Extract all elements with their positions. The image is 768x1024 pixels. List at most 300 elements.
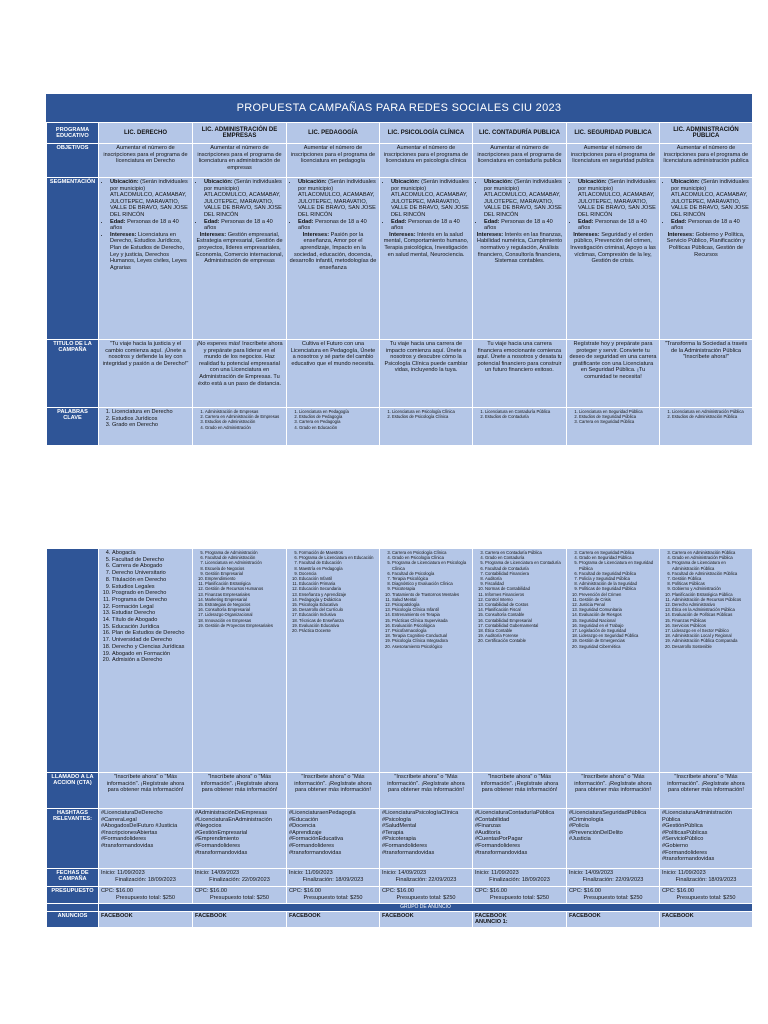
palabra-item: 4. Grado en Educación [299, 425, 377, 430]
header-seguridad: LIC. SEGURIDAD PUBLICA [567, 123, 660, 144]
edad-label: Edad: [484, 218, 500, 225]
palabra-item: 17. Legislación de Seguridad [579, 628, 657, 633]
palabra-item: 6. Facultad de Seguridad Pública [579, 571, 657, 576]
palabra-item: 13. Seguridad Comunitaria [579, 607, 657, 612]
objetivo-cell: Aumentar el número de inscripciones para el programa de licenciatura en seguridad publica [567, 144, 660, 178]
hashtag: #Criminología [569, 816, 604, 823]
presupuesto-cpc: CPC: $16.00 [195, 888, 228, 894]
palabra-item: 10. Prevención del Crimen [579, 592, 657, 597]
palabra-item: 14. Entrenamiento en Terapia [392, 612, 470, 617]
palabra-item: 17. Liderazgo Organizacional [205, 612, 284, 617]
palabras-cell [380, 408, 473, 446]
ubicacion-text: (Serán individuales por municipio) ATLACOMULCO, ACAMABAY, JULOTEPEC, MARAVATIO, VALLE DE BRAVO, SAN JOSE DEL RINCÓN [298, 179, 376, 218]
palabra-item: 12. Control Interno [485, 597, 564, 602]
palabra-item: 16. Servicios Públicos [672, 623, 750, 628]
palabra-item: 8. Auditoría [485, 576, 564, 581]
hashtags-cell [473, 809, 567, 869]
hashtags-label: HASHTAGS RELEVANTES: [47, 809, 99, 869]
campaign-table-top [46, 94, 752, 446]
titulo-cell: Cultiva el Futuro con una Licenciatura en Pedagogía, Únete a nosotros y sé parte del cambio educativo que el mundo necesita. [287, 340, 380, 408]
hashtag: #LicenciaturaAdministración Pública [662, 810, 732, 823]
palabra-item: 16. Plan de Estudios de Derecho [112, 630, 190, 637]
palabras-cell [193, 408, 287, 446]
palabras-cell-continued [567, 549, 660, 773]
hashtag: #transformandovidas [662, 856, 715, 863]
fechas-cell [287, 869, 380, 887]
palabras-label-continued [47, 549, 99, 773]
intereses-text: Gobierno y Política, Servicio Público, Planificación y Políticas Públicas, Gestión de Recursos [666, 231, 746, 258]
presupuesto-cell [567, 887, 660, 904]
palabra-item: 18. Ética Contable [485, 628, 564, 633]
palabra-item: 13. Contabilidad de Costos [485, 602, 564, 607]
anuncio-platform: FACEBOOK [289, 913, 321, 919]
presupuesto-cpc: CPC: $16.00 [569, 888, 602, 894]
intereses-block [195, 232, 284, 265]
palabra-item: 11. Educación Primaria [299, 581, 377, 586]
hashtag: #LicenciaturaContaduríaPública [475, 810, 555, 816]
edad-text: Personas de 18 a 40 años [671, 218, 740, 232]
objetivo-cell: Aumentar el número de inscripciones para el programa de licenciatura en pedagogía [287, 144, 380, 178]
palabra-item: 14. Título de Abogado [112, 617, 190, 624]
palabra-item: 6. Carrera de Abogado [112, 563, 190, 570]
ubicacion-item [391, 179, 470, 219]
palabras-list-continued [662, 550, 750, 649]
presupuesto-cpc: CPC: $16.00 [101, 888, 134, 894]
hashtags-cell [660, 809, 753, 869]
header-contaduria: LIC. CONTADURÍA PUBLICA [473, 123, 567, 144]
palabra-item: 6. Facultad de Contaduría [485, 566, 564, 571]
fechas-row [47, 869, 753, 887]
anuncio-cell [287, 912, 380, 928]
ubicacion-label: Ubicación: [204, 179, 233, 185]
palabras-list [662, 409, 750, 419]
intereses-label: Intereses: [302, 231, 330, 238]
palabra-item: 14. Evaluación de Riesgos [579, 612, 657, 617]
palabras-top-row [47, 408, 753, 446]
palabra-item: 8. Titulación en Derecho [112, 577, 190, 584]
palabra-item: 2. Estudios de Seguridad Pública [579, 414, 657, 419]
campaign-table-continued [46, 548, 753, 928]
palabra-item: 20. Certificación Contable [485, 638, 564, 643]
palabra-item: 9. Estudios Legales [112, 584, 190, 591]
anuncio-platform: FACEBOOK [195, 913, 227, 919]
palabra-item: 3. Carrera en Administración Pública [672, 550, 750, 555]
palabras-list [101, 409, 190, 429]
palabra-item: 5. Programa de Licenciatura en Contaduría [485, 560, 564, 565]
palabra-item: 15. Consultoría Contable [485, 612, 564, 617]
palabras-cell [473, 408, 567, 446]
palabra-item: 10. Normas de Contabilidad [485, 586, 564, 591]
fechas-cell [380, 869, 473, 887]
palabras-cell-continued [287, 549, 380, 773]
palabra-item: 9. Psicoterapia [392, 586, 470, 591]
hashtag: #CuentasPorPagar [475, 836, 523, 843]
palabra-item: 7. Licenciatura en Administración [205, 560, 284, 565]
palabra-item: 8. Políticas Públicas [672, 581, 750, 586]
palabra-item: 9. Fiscalidad [485, 581, 564, 586]
header-psicologia: LIC. PSICOLOGÍA CLÍNICA [380, 123, 473, 144]
edad-label: Edad: [391, 218, 407, 225]
palabra-item: 7. Policía y Seguridad Pública [579, 576, 657, 581]
segmentacion-cell [99, 178, 193, 340]
palabra-item: 3. Estudios de Administración [205, 419, 284, 424]
segmentacion-list [101, 179, 190, 271]
fecha-fin: Finalización: 18/09/2023 [115, 876, 176, 883]
palabra-item: 20. Práctica Docente [299, 628, 377, 633]
titulo-cell: Tu viaje hacia una carrera financiera emocionante comienza aquí. Únete a nosotros y desata tu potencial financiero para construir un futuro financiero exitoso. [473, 340, 567, 408]
palabra-item: 3. Carrera en Seguridad Pública [579, 419, 657, 424]
palabras-list [475, 409, 564, 419]
palabras-cell-continued [380, 549, 473, 773]
presupuesto-total: Presupuesto total: $250 [676, 894, 736, 901]
edad-text: Personas de 18 a 40 años [578, 218, 647, 232]
edad-item [578, 219, 657, 232]
segmentacion-label: SEGMENTACIÓN [47, 178, 99, 340]
palabra-item: 13. Ética en la Administración Pública [672, 607, 750, 612]
palabra-item: 9. Gestión Empresarial [205, 571, 284, 576]
palabra-item: 1. Licenciatura en Administración Pública [672, 409, 750, 414]
campaign-table-bottom [46, 548, 752, 928]
palabras-cell [287, 408, 380, 446]
fecha-fin: Finalización: 22/09/2023 [395, 876, 457, 883]
palabra-item: 14. Planificación Fiscal [485, 607, 564, 612]
presupuesto-total: Presupuesto total: $250 [583, 894, 643, 901]
palabra-item: 1. Licenciatura en Seguridad Pública [579, 409, 657, 414]
palabra-item: 5. Programa de Licenciatura en Administración Pública [672, 560, 750, 570]
presupuesto-total: Presupuesto total: $250 [209, 894, 270, 901]
hashtag: #FormaciónEducativa [289, 836, 344, 843]
palabra-item: 17. Educación Inclusiva [299, 612, 377, 617]
hashtag: #PrevenciónDelDelito [569, 829, 623, 836]
titulo-cell: "Transforma la Sociedad a través de la Administración Pública "Inscríbete ahora!" [660, 340, 753, 408]
palabra-item: 16. Consultoría Empresarial [205, 607, 284, 612]
segmentacion-row [47, 178, 753, 340]
edad-item [298, 219, 377, 232]
hashtag: #PolíticasPúblicas [662, 829, 708, 836]
palabras-list [569, 409, 657, 425]
hashtag: #LicenciaturaPsicologíaClínica [382, 810, 459, 816]
cta-cell: "Inscríbete ahora" o "Más información". ¡Regístrate ahora para obtener más información! [567, 773, 660, 809]
ubicacion-item [298, 179, 377, 219]
palabras-list-continued [289, 550, 377, 633]
anuncio-platform: FACEBOOK [382, 913, 414, 919]
presupuesto-cell [99, 887, 193, 904]
intereses-text: Interés en las finanzas, Habilidad numérica, Cumplimiento normativo y regulación, Análisis financiero, Consultoría financiera, Sistemas contables. [476, 231, 563, 265]
fecha-fin: Finalización: 18/09/2023 [489, 876, 550, 883]
palabra-item: 13. Finanzas Empresariales [205, 592, 284, 597]
fecha-fin: Finalización: 18/09/2023 [302, 876, 364, 883]
palabra-item: 9. Docencia [299, 571, 377, 576]
palabra-item: 6. Facultad de Administración [205, 555, 284, 560]
palabra-item: 18. Innovación en Empresas [205, 618, 284, 623]
ubicacion-text: (Serán individuales por municipio) ATLACOMULCO, ACAMABAY, JULOTEPEC, MARAVATIO, VALLE DE BRAVO, SAN JOSE DEL RINCÓN [391, 179, 469, 218]
anuncio-platform: FACEBOOK [475, 913, 507, 919]
fecha-inicio: Inicio: 14/09/2023 [569, 870, 614, 876]
ubicacion-item [204, 179, 284, 219]
presupuesto-total: Presupuesto total: $250 [396, 894, 456, 901]
segmentacion-list [569, 179, 657, 232]
palabra-item: 6. Facultad de Administración Pública [672, 571, 750, 576]
palabras-list [195, 409, 284, 430]
palabras-list-continued [382, 550, 470, 649]
palabra-item: 9. Gobierno y Administración [672, 586, 750, 591]
hashtag: #Auditoría [475, 829, 501, 836]
hashtag: #AdministraciónDeEmpresas [195, 810, 268, 816]
hashtag: #transformandovidas [475, 849, 528, 856]
palabra-item: 20. Seguridad Cibernética [579, 644, 657, 649]
edad-label: Edad: [298, 218, 314, 225]
grupo-anuncio-row [47, 904, 753, 912]
intereses-label: Intereses: [667, 231, 695, 238]
presupuesto-total: Presupuesto total: $250 [489, 894, 550, 901]
presupuesto-cpc: CPC: $16.00 [475, 888, 508, 894]
palabra-item: 16. Desarrollo del Currículo [299, 607, 377, 612]
palabra-item: 4. Grado en Contaduría [485, 555, 564, 560]
fecha-inicio: Inicio: 14/09/2023 [195, 870, 240, 876]
ubicacion-item [484, 179, 564, 219]
ubicacion-text: (Serán individuales por municipio) ATLACOMULCO, ACAMABAY, JULOTEPEC, MARAVATIO, VALLE DE BRAVO, SAN JOSE DEL RINCÓN [110, 179, 188, 218]
presupuesto-cell [380, 887, 473, 904]
palabra-item: 11. Salud Mental [392, 597, 470, 602]
segmentacion-cell [567, 178, 660, 340]
palabra-item: 4. Abogacía [112, 550, 190, 557]
anuncio-cell [567, 912, 660, 928]
palabra-item: 5. Programa de Licenciatura en Psicología Clínica [392, 560, 470, 570]
segmentacion-cell [473, 178, 567, 340]
palabra-item: 8. Administración de la Seguridad [579, 581, 657, 586]
ubicacion-label: Ubicación: [671, 179, 700, 185]
palabra-item: 8. Diagnóstico y Evaluación Clínica [392, 581, 470, 586]
edad-label: Edad: [204, 218, 220, 225]
palabras-cell [567, 408, 660, 446]
hashtag: #transformandovidas [382, 849, 435, 856]
hashtags-cell [193, 809, 287, 869]
titulo-cell: Tu viaje hacia una carrera de impacto comienza aquí. Únete a nosotros y descubre cómo la Psicología Clínica puede cambiar vidas, incluyendo la tuya. [380, 340, 473, 408]
cta-row [47, 773, 753, 809]
header-row [47, 123, 753, 144]
palabra-item: 2. Estudios de Contaduría [485, 414, 564, 419]
fecha-inicio: Inicio: 11/09/2023 [101, 870, 145, 876]
palabras-list [289, 409, 377, 430]
intereses-text: Pasión por la enseñanza, Amor por el aprendizaje, Impacto en la sociedad, educación, docencia, desarrollo infantil, metodologías de enseñanza [289, 231, 377, 271]
palabra-item: 20. Admisión a Derecho [112, 657, 190, 664]
palabra-item: 11. Planificación Estratégica [205, 581, 284, 586]
palabra-item: 10. Posgrado en Derecho [112, 590, 190, 597]
anuncio-extra: ANUNCIO 1: [475, 919, 508, 925]
cta-cell: "Inscríbete ahora" o "Más información". ¡Regístrate ahora para obtener más información! [287, 773, 380, 809]
hashtag: #Formandolideres [289, 842, 335, 849]
palabra-item: 10. Emprendimiento [205, 576, 284, 581]
palabras-cell-continued [99, 549, 193, 773]
palabra-item: 18. Liderazgo en Seguridad Pública [579, 633, 657, 638]
presupuesto-cell [473, 887, 567, 904]
palabra-item: 7. Gestión Pública [672, 576, 750, 581]
palabra-item: 15. Educación Jurídica [112, 624, 190, 631]
hashtag: #Educación [289, 816, 319, 823]
palabra-item: 5. Programa de Licenciatura en Seguridad Pública [579, 560, 657, 570]
segmentacion-cell [660, 178, 753, 340]
ubicacion-text: (Serán individuales por municipio) ATLACOMULCO, ACAMABAY, JULOTEPEC, MARAVATIO, VALLE DE BRAVO, SAN JOSE DEL RINCÓN [671, 179, 749, 218]
palabra-item: 19. Gestión de Proyectos Empresariales [205, 623, 284, 628]
fecha-fin: Finalización: 18/09/2023 [675, 876, 737, 883]
hashtag: #Formandolideres [195, 842, 241, 849]
segmentacion-cell [380, 178, 473, 340]
hashtags-cell [99, 809, 193, 869]
cta-label: LLAMADO A LA ACCION (CTA) [47, 773, 99, 809]
fechas-cell [567, 869, 660, 887]
grupo-anuncio-header: GRUPO DE ANUNCIO [99, 904, 753, 912]
palabras-list-continued [195, 550, 284, 628]
hashtag: #Formandolideres [662, 849, 708, 856]
ubicacion-label: Ubicación: [391, 179, 420, 185]
hashtag: #Terapia [382, 829, 404, 836]
hashtag: #Formandolideres [475, 842, 521, 849]
palabra-item: 13. Estudiar Derecho [112, 610, 190, 617]
intereses-block [475, 232, 564, 265]
palabra-item: 14. Marketing Empresarial [205, 597, 284, 602]
titulo-row [47, 340, 753, 408]
anuncios-row [47, 912, 753, 928]
fechas-cell [473, 869, 567, 887]
palabra-item: 19. Auditoría Forense [485, 633, 564, 638]
palabra-item: 7. Terapia Psicológica [392, 576, 470, 581]
palabra-item: 7. Facultad de Educación [299, 560, 377, 565]
hashtags-row [47, 809, 753, 869]
palabra-item: 3. Carrera en Psicología Clínica [392, 550, 470, 555]
segmentacion-list [475, 179, 564, 232]
intereses-block [289, 232, 377, 272]
anuncios-label: ANUNCIOS [47, 912, 99, 928]
hashtag: #LicenciaturaSeguridadPública [569, 810, 647, 816]
palabra-item: 2. Estudios de Psicología Clínica [392, 414, 470, 419]
cta-cell: "Inscríbete ahora" o "Más información". ¡Regístrate ahora para obtener más información! [473, 773, 567, 809]
palabras-list-continued [475, 550, 564, 644]
palabra-item: 17. Universidad de Derecho [112, 637, 190, 644]
palabra-item: 12. Justicia Penal [579, 602, 657, 607]
hashtag: #Contabilidad [475, 816, 510, 823]
palabra-item: 18. Técnicas de Enseñanza [299, 618, 377, 623]
palabra-item: 19. Administración Pública Comparada [672, 638, 750, 643]
palabra-item: 19. Gestión de Emergencias [579, 638, 657, 643]
edad-text: Personas de 18 a 40 años [391, 218, 460, 232]
palabra-item: 11. Informes Financieros [485, 592, 564, 597]
palabra-item: 1. Licenciatura en Derecho [112, 409, 190, 416]
edad-text: Personas de 18 a 40 años [204, 218, 273, 232]
ubicacion-label: Ubicación: [578, 179, 607, 185]
palabra-item: 8. Maestría en Pedagogía [299, 566, 377, 571]
fecha-inicio: Inicio: 11/09/2023 [662, 870, 706, 876]
edad-label: Edad: [110, 218, 126, 225]
anuncio-platform: FACEBOOK [662, 913, 694, 919]
presupuesto-cpc: CPC: $16.00 [289, 888, 322, 894]
hashtag: #ServicioPúblico [662, 836, 704, 843]
header-programa: PROGRAMA EDUCATIVO [47, 123, 99, 144]
palabras-cell [660, 408, 753, 446]
palabra-item: 11. Programa de Derecho [112, 597, 190, 604]
palabra-item: 13. Enseñanza y Aprendizaje [299, 592, 377, 597]
palabra-item: 3. Carrera en Contaduría Pública [485, 550, 564, 555]
hashtag: #transformandovidas [101, 842, 154, 849]
anuncio-cell [660, 912, 753, 928]
anuncio-platform: FACEBOOK [101, 913, 133, 919]
hashtag: #Justicia [569, 836, 591, 843]
fechas-cell [99, 869, 193, 887]
palabra-item: 16. Contabilidad Empresarial [485, 618, 564, 623]
palabra-item: 15. Estrategias de Negocios [205, 602, 284, 607]
ubicacion-item [671, 179, 750, 219]
ubicacion-label: Ubicación: [298, 179, 327, 185]
hashtag: #Emprendimiento [195, 836, 239, 843]
intereses-label: Intereses: [199, 231, 227, 238]
palabra-item: 1. Licenciatura en Pedagogía [299, 409, 377, 414]
segmentacion-list [382, 179, 470, 232]
edad-item [391, 219, 470, 232]
cta-cell: "Inscríbete ahora" o "Más información". ¡Regístrate ahora para obtener más información! [660, 773, 753, 809]
palabra-item: 16. Evaluación Psicológica [392, 623, 470, 628]
intereses-label: Intereses: [110, 231, 137, 238]
palabras-list-continued [101, 550, 190, 664]
palabra-item: 19. Abogado en Formación [112, 651, 190, 658]
header-administracion-publica: LIC. ADMINISTRACIÓN PÚBLICA [660, 123, 753, 144]
palabras-list-continued [569, 550, 657, 649]
hashtag: #GestiónEmpresarial [195, 829, 248, 836]
titulo-cell: "Tu viaje hacia la justicia y el cambio comienza aquí. ¡Únete a nosotros y defiende la ley con integridad y pasión a de Derecho!" [99, 340, 193, 408]
palabra-item: 4. Grado en Administración [205, 425, 284, 430]
palabra-item: 14. Evaluación de Políticas Públicas [672, 612, 750, 617]
palabra-item: 1. Administración de Empresas [205, 409, 284, 414]
cta-cell: "Inscríbete ahora" o "Más información". ¡Regístrate ahora para obtener más información! [99, 773, 193, 809]
palabras-cell-continued [193, 549, 287, 773]
segmentacion-list [289, 179, 377, 232]
hashtags-cell [567, 809, 660, 869]
ubicacion-label: Ubicación: [484, 179, 513, 185]
presupuesto-cell [287, 887, 380, 904]
anuncio-cell [380, 912, 473, 928]
palabra-item: 15. Prácticas Clínica Supervisada [392, 618, 470, 623]
intereses-text: Seguridad y el orden público, Prevención del crimen, Investigación criminal, Apoyo a las víctimas, Compresión de la ley, Gestión de crisis. [570, 231, 656, 265]
edad-item [671, 219, 750, 232]
ubicacion-label: Ubicación: [110, 179, 139, 185]
palabra-item: 2. Estudios Jurídicos [112, 416, 190, 423]
hashtag: #LicenciaturaenPedagogía [289, 810, 356, 816]
palabra-item: 18. Terapia Cognitivo-Conductual [392, 633, 470, 638]
hashtag: #AbogadosDelFuturo #Justicia [101, 823, 178, 830]
segmentacion-list [195, 179, 284, 232]
palabras-cell-continued [660, 549, 753, 773]
palabra-item: 4. Grado en Administración Pública [672, 555, 750, 560]
intereses-label: Intereses: [389, 231, 416, 238]
palabra-item: 7. Contabilidad Financiera [485, 571, 564, 576]
palabra-item: 1. Licenciatura en Psicología Clínica [392, 409, 470, 414]
presupuesto-cell [193, 887, 287, 904]
objetivo-cell: Aumentar el número de inscripciones para el programa de licenciatura en administración de empresas [193, 144, 287, 178]
edad-label: Edad: [671, 218, 687, 225]
hashtags-cell [287, 809, 380, 869]
palabra-item: 17. Contabilidad Gubernamental [485, 623, 564, 628]
intereses-item [110, 232, 190, 272]
header-derecho: LIC. DERECHO [99, 123, 193, 144]
palabra-item: 15. Psicología Educativa [299, 602, 377, 607]
palabras-label: PALABRAS CLAVE [47, 408, 99, 446]
palabra-item: 2. Carrera en Administración de Empresas [205, 414, 284, 419]
presupuesto-row [47, 887, 753, 904]
palabra-item: 2. Estudios de Administración Pública [672, 414, 750, 419]
ubicacion-item [578, 179, 657, 219]
titulo-cell: Regístrate hoy y prepárate para proteger y servir. Convierte tu deseo de seguridad en una carrera gratificante con una Licenciatura en Seguridad Pública. ¡Tu comunidad te necesita! [567, 340, 660, 408]
palabra-item: 16. Seguridad en el Trabajo [579, 623, 657, 628]
fecha-fin: Finalización: 22/09/2023 [582, 876, 644, 883]
fecha-inicio: Inicio: 14/09/2023 [382, 870, 427, 876]
